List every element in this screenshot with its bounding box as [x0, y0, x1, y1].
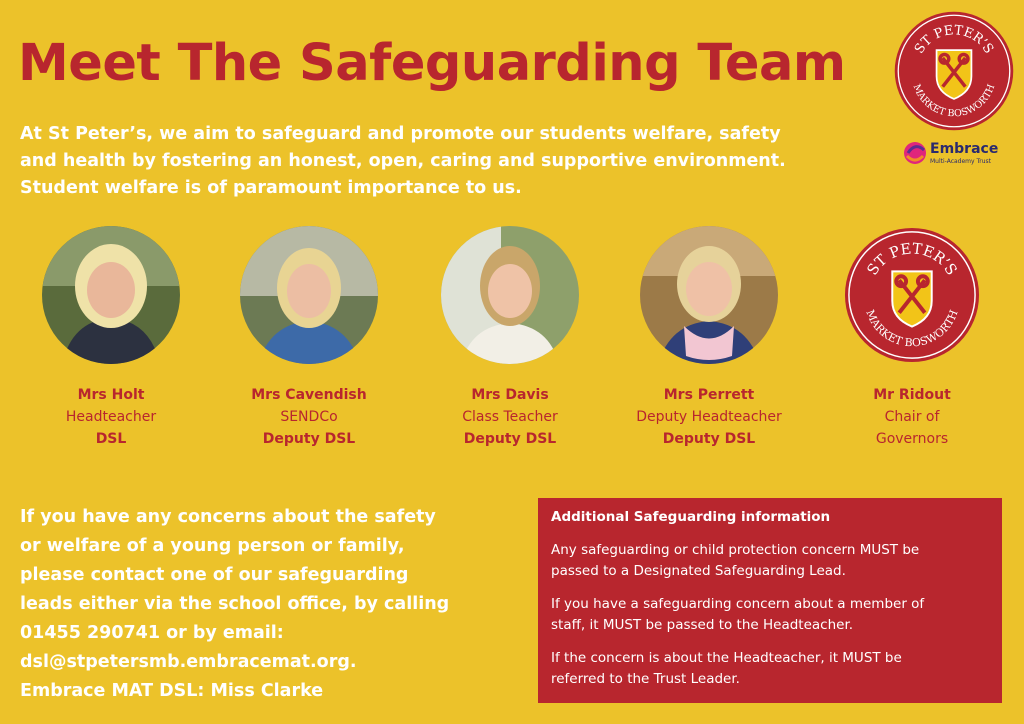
additional-info-box: [538, 498, 1002, 703]
member-photo: [640, 226, 778, 364]
member-dsl: DSL: [95, 431, 127, 447]
member-role: Deputy Headteacher: [636, 409, 782, 425]
team-member-holt: [21, 226, 201, 450]
member-role: SENDCo: [280, 409, 338, 425]
embrace-mark-icon: [902, 140, 928, 166]
crest-text-bottom: MARKET BOSWORTH: [863, 307, 961, 350]
intro-line: At St Peter’s, we aim to safeguard and promote our students welfare, safety: [20, 124, 781, 144]
school-crest-logo: [893, 10, 1015, 132]
intro-line: Student welfare is of paramount importance to us.: [20, 178, 522, 198]
team-member-ridout: [822, 226, 1002, 450]
crest-text-top: ST PETER’S: [863, 240, 961, 279]
member-name: Mrs Cavendish: [251, 387, 367, 403]
crest-text-top: ST PETER’S: [911, 23, 997, 57]
member-photo: [240, 226, 378, 364]
contact-phone-line: 01455 290741 or by email:: [20, 623, 284, 643]
page-title: Meet The Safeguarding Team: [18, 34, 846, 93]
school-crest-logo: [843, 226, 981, 364]
embrace-subtitle: Multi-Academy Trust: [930, 158, 992, 165]
member-dsl: Deputy DSL: [662, 431, 756, 447]
member-photo: [441, 226, 579, 364]
embrace-name: Embrace: [930, 141, 999, 157]
contact-line: leads either via the school office, by calling: [20, 594, 450, 614]
member-role: Class Teacher: [462, 409, 558, 425]
info-box-title: Additional Safeguarding information: [551, 509, 831, 525]
team-member-perrett: [619, 226, 799, 450]
member-photo: [42, 226, 180, 364]
crest-text-bottom: MARKET BOSWORTH: [910, 82, 998, 120]
member-name: Mr Ridout: [873, 387, 951, 403]
member-dsl: Deputy DSL: [463, 431, 557, 447]
info-paragraph: If the concern is about the Headteacher, it MUST be referred to the Trust Leader.: [551, 650, 902, 687]
member-name: Mrs Holt: [77, 387, 145, 403]
contact-line: If you have any concerns about the safety: [20, 507, 436, 527]
embrace-logo: [902, 138, 1012, 168]
intro-line: and health by fostering an honest, open, caring and supportive environment.: [20, 151, 786, 171]
member-name: Mrs Perrett: [663, 387, 755, 403]
info-paragraph: If you have a safeguarding concern about a member of staff, it MUST be passed to the Headteacher.: [551, 596, 925, 633]
team-member-davis: [420, 226, 600, 450]
info-paragraph: Any safeguarding or child protection concern MUST be passed to a Designated Safeguarding Lead.: [551, 542, 920, 579]
intro-text: [20, 121, 900, 202]
contact-line: Embrace MAT DSL: Miss Clarke: [20, 681, 324, 701]
member-name: Mrs Davis: [471, 387, 549, 403]
member-role: Chair of: [884, 409, 940, 425]
contact-line: or welfare of a young person or family,: [20, 536, 405, 556]
contact-text: [20, 503, 520, 706]
contact-email-line: dsl@stpetersmb.embracemat.org.: [20, 652, 357, 672]
member-dsl: Deputy DSL: [262, 431, 356, 447]
member-role: Governors: [875, 431, 949, 447]
contact-line: please contact one of our safeguarding: [20, 565, 409, 585]
team-member-cavendish: [219, 226, 399, 450]
member-role: Headteacher: [65, 409, 157, 425]
